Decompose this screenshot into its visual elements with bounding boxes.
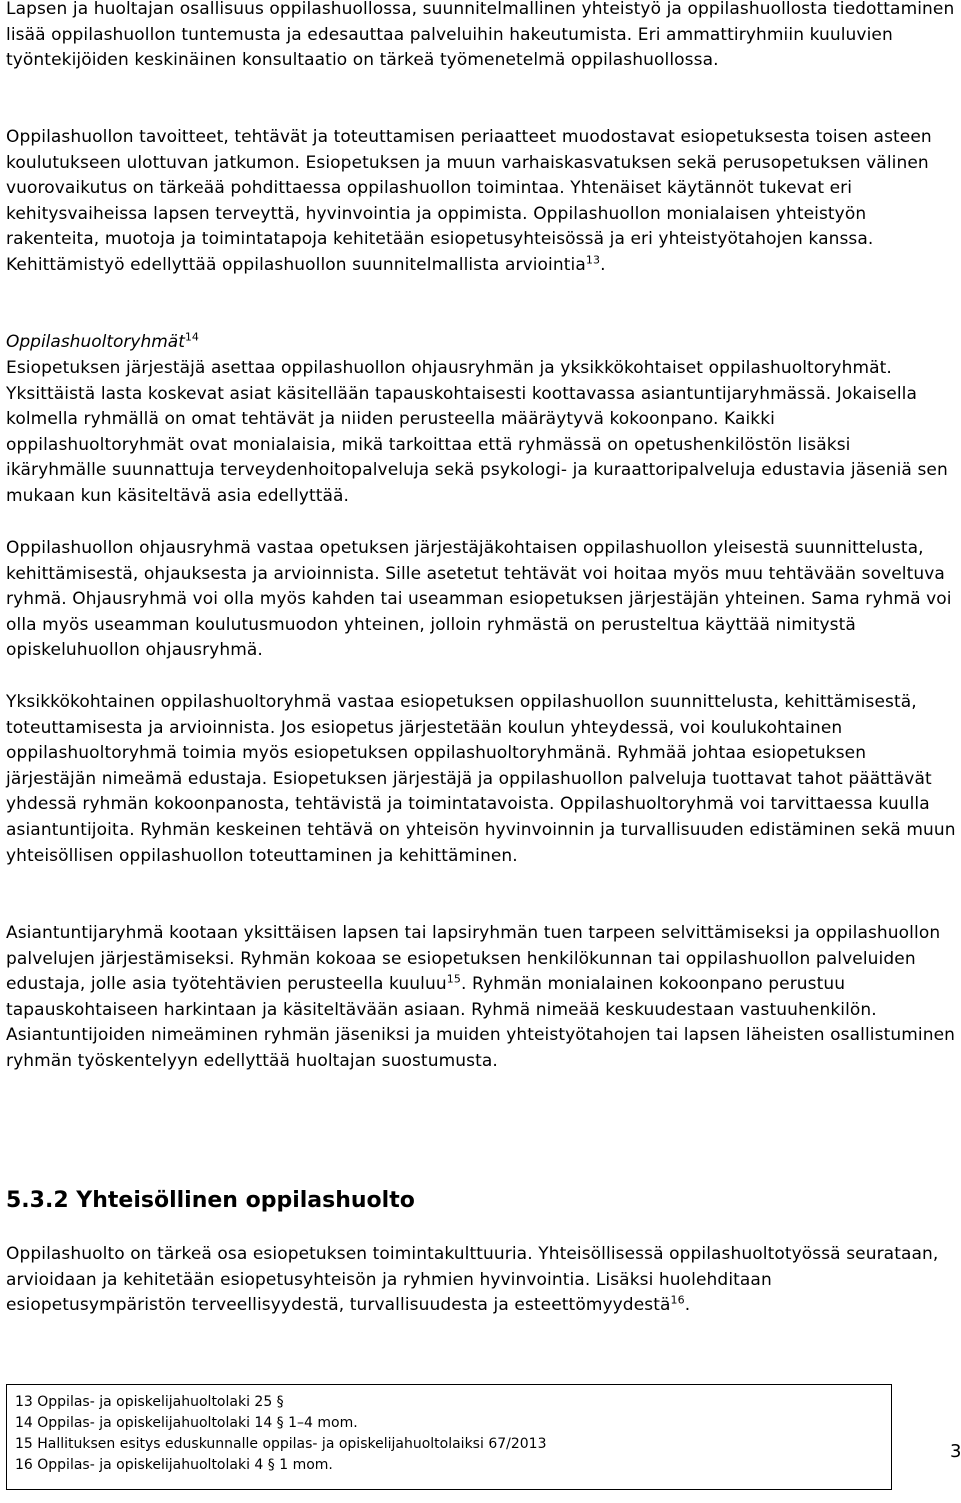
subheading-student-welfare-groups [6, 330, 199, 356]
footnote-ref: 15 [446, 972, 461, 986]
paragraph-text: Esiopetuksen järjestäjä asettaa oppilashuollon ohjausryhmän ja yksikkökohtaiset oppilashuoltoryhmät. Yksittäistä lasta koskevat asiat käsitellään tapauskohtaisesti koottavassa asiantuntijaryhmässä. Jokaisella kolmella ryhmällä on omat tehtävät ja niiden perusteella määräytyvä kokoonpano. Kaikki oppilashuoltoryhmät ovat monialaisia, mikä tarkoittaa että ryhmässä on opetushenkilöstön lisäksi ikäryhmälle suunnattuja terveydenhoitopalveluja sekä psykologi- ja kuraattoripalveluja edustavia jäseniä sen mukaan kun käsiteltävä asia edellyttää. [6, 358, 948, 506]
paragraph-text: Oppilashuolto on tärkeä osa esiopetuksen toimintakulttuuria. Yhteisöllisessä oppilashuoltotyössä seurataan, arvioidaan ja kehitetään esiopetusyhteisön ja ryhmien hyvinvointia. Lisäksi huolehditaan esiopetusympäristön terveellisyydestä, turvallisuudesta ja esteettömyydestä [6, 1244, 939, 1316]
footnote-14: 14 Oppilas- ja opiskelijahuoltolaki 14 § 1–4 mom. [15, 1415, 358, 1431]
section-heading: 5.3.2 Yhteisöllinen oppilashuolto [6, 1188, 415, 1213]
footnote-13: 13 Oppilas- ja opiskelijahuoltolaki 25 § [15, 1394, 284, 1410]
paragraph-text-end: . [684, 1295, 691, 1316]
paragraph-text: Oppilashuollon ohjausryhmä vastaa opetuksen järjestäjäkohtaisen oppilashuollon yleisestä suunnittelusta, kehittämisestä, ohjauksesta ja arvioinnista. Sille asetetut tehtävät voi hoitaa myös muu tehtävään soveltuva ryhmä. Ohjausryhmä voi olla myös kahden tai useamman esiopetuksen järjestäjän yhteinen. Sama ryhmä voi olla myös useamman koulutusmuodon yhteinen, jolloin ryhmästä on perusteltua käyttää nimitystä opiskeluhuollon ohjausryhmä. [6, 538, 952, 661]
footnotes-box [6, 1384, 892, 1490]
paragraph-text: Lapsen ja huoltajan osallisuus oppilashuollossa, suunnitelmallinen yhteistyö ja oppilashuollosta tiedottaminen lisää oppilashuollon tuntemusta ja edesauttaa palveluihin hakeutumista. Eri ammattiryhmiin kuuluvien työntekijöiden keskinäinen konsultaatio on tärkeä työmenetelmä oppilashuollossa. [6, 0, 955, 71]
paragraph-steering-group [6, 536, 956, 664]
paragraph-text-end: . Ryhmän monialainen kokoonpano perustuu tapauskohtaiseen harkintaan ja käsiteltävään asiaan. Ryhmä nimeää keskuudestaan vastuuhenkilön. Asiantuntijoiden nimeäminen ryhmän jäseniksi ja muiden yhteistyötahojen tai lapsen läheisten osallistuminen ryhmän työskentelyyn edellyttää huoltajan suostumusta. [6, 974, 956, 1071]
paragraph-unit-group [6, 690, 956, 869]
paragraph-communal-welfare [6, 1242, 956, 1319]
footnote-ref: 14 [184, 330, 199, 344]
paragraph-text: Asiantuntijaryhmä kootaan yksittäisen lapsen tai lapsiryhmän tuen tarpeen selvittämiseksi ja oppilashuollon palvelujen järjestämiseksi. Ryhmän kokoaa se esiopetuksen henkilökunnan tai oppilashuollon palveluiden edustaja, jolle asia työtehtävien perusteella kuuluu [6, 923, 941, 995]
paragraph-goals [6, 125, 956, 279]
paragraph-text: Yksikkökohtainen oppilashuoltoryhmä vastaa esiopetuksen oppilashuollon suunnittelusta, kehittämisestä, toteuttamisesta ja arvioinnista. Jos esiopetus järjestetään koulun yhteydessä, voi koulukohtainen oppilashuoltoryhmä toimia myös esiopetuksen oppilashuoltoryhmänä. Ryhmää johtaa esiopetuksen järjestäjän nimeämä edustaja. Esiopetuksen järjestäjä ja oppilashuollon palveluja tuottavat tahot päättävät yhdessä ryhmän kokoonpanosta, tehtävistä ja toimintatavoista. Oppilashuoltoryhmä voi tarvittaessa kuulla asiantuntijoita. Ryhmän keskeinen tehtävä on yhteisön hyvinvoinnin ja turvallisuuden edistäminen sekä muun yhteisöllisen oppilashuollon toteuttaminen ja kehittäminen. [6, 692, 956, 866]
paragraph-expert-group [6, 921, 956, 1075]
subheading-text: Oppilashuoltoryhmät [6, 332, 185, 352]
paragraph-text-end: . [600, 254, 606, 275]
paragraph-groups [6, 356, 956, 510]
paragraph-participation [6, 0, 956, 74]
footnote-16: 16 Oppilas- ja opiskelijahuoltolaki 4 § 1 mom. [15, 1457, 333, 1473]
footnote-ref: 13 [585, 253, 601, 267]
footnote-15: 15 Hallituksen esitys eduskunnalle oppilas- ja opiskelijahuoltolaiksi 67/2013 [15, 1436, 547, 1452]
footnote-ref: 16 [670, 1293, 685, 1307]
paragraph-text: Oppilashuollon tavoitteet, tehtävät ja toteuttamisen periaatteet muodostavat esiopetuksesta toisen asteen koulutukseen ulottuvan jatkumon. Esiopetuksen ja muun varhaiskasvatuksen sekä perusopetuksen välinen vuorovaikutus on tärkeää pohdittaessa oppilashuollon toimintaa. Yhtenäiset käytännöt tukevat eri kehitysvaiheissa lapsen terveyttä, hyvinvointia ja oppimista. Oppilashuollon monialaisen yhteistyön rakenteita, muotoja ja toimintatapoja kehitetään esiopetusyhteisössä ja eri yhteistyötahojen kanssa. Kehittämistyö edellyttää oppilashuollon suunnitelmallista arviointia [6, 127, 932, 275]
page-number: 3 [950, 1441, 961, 1462]
